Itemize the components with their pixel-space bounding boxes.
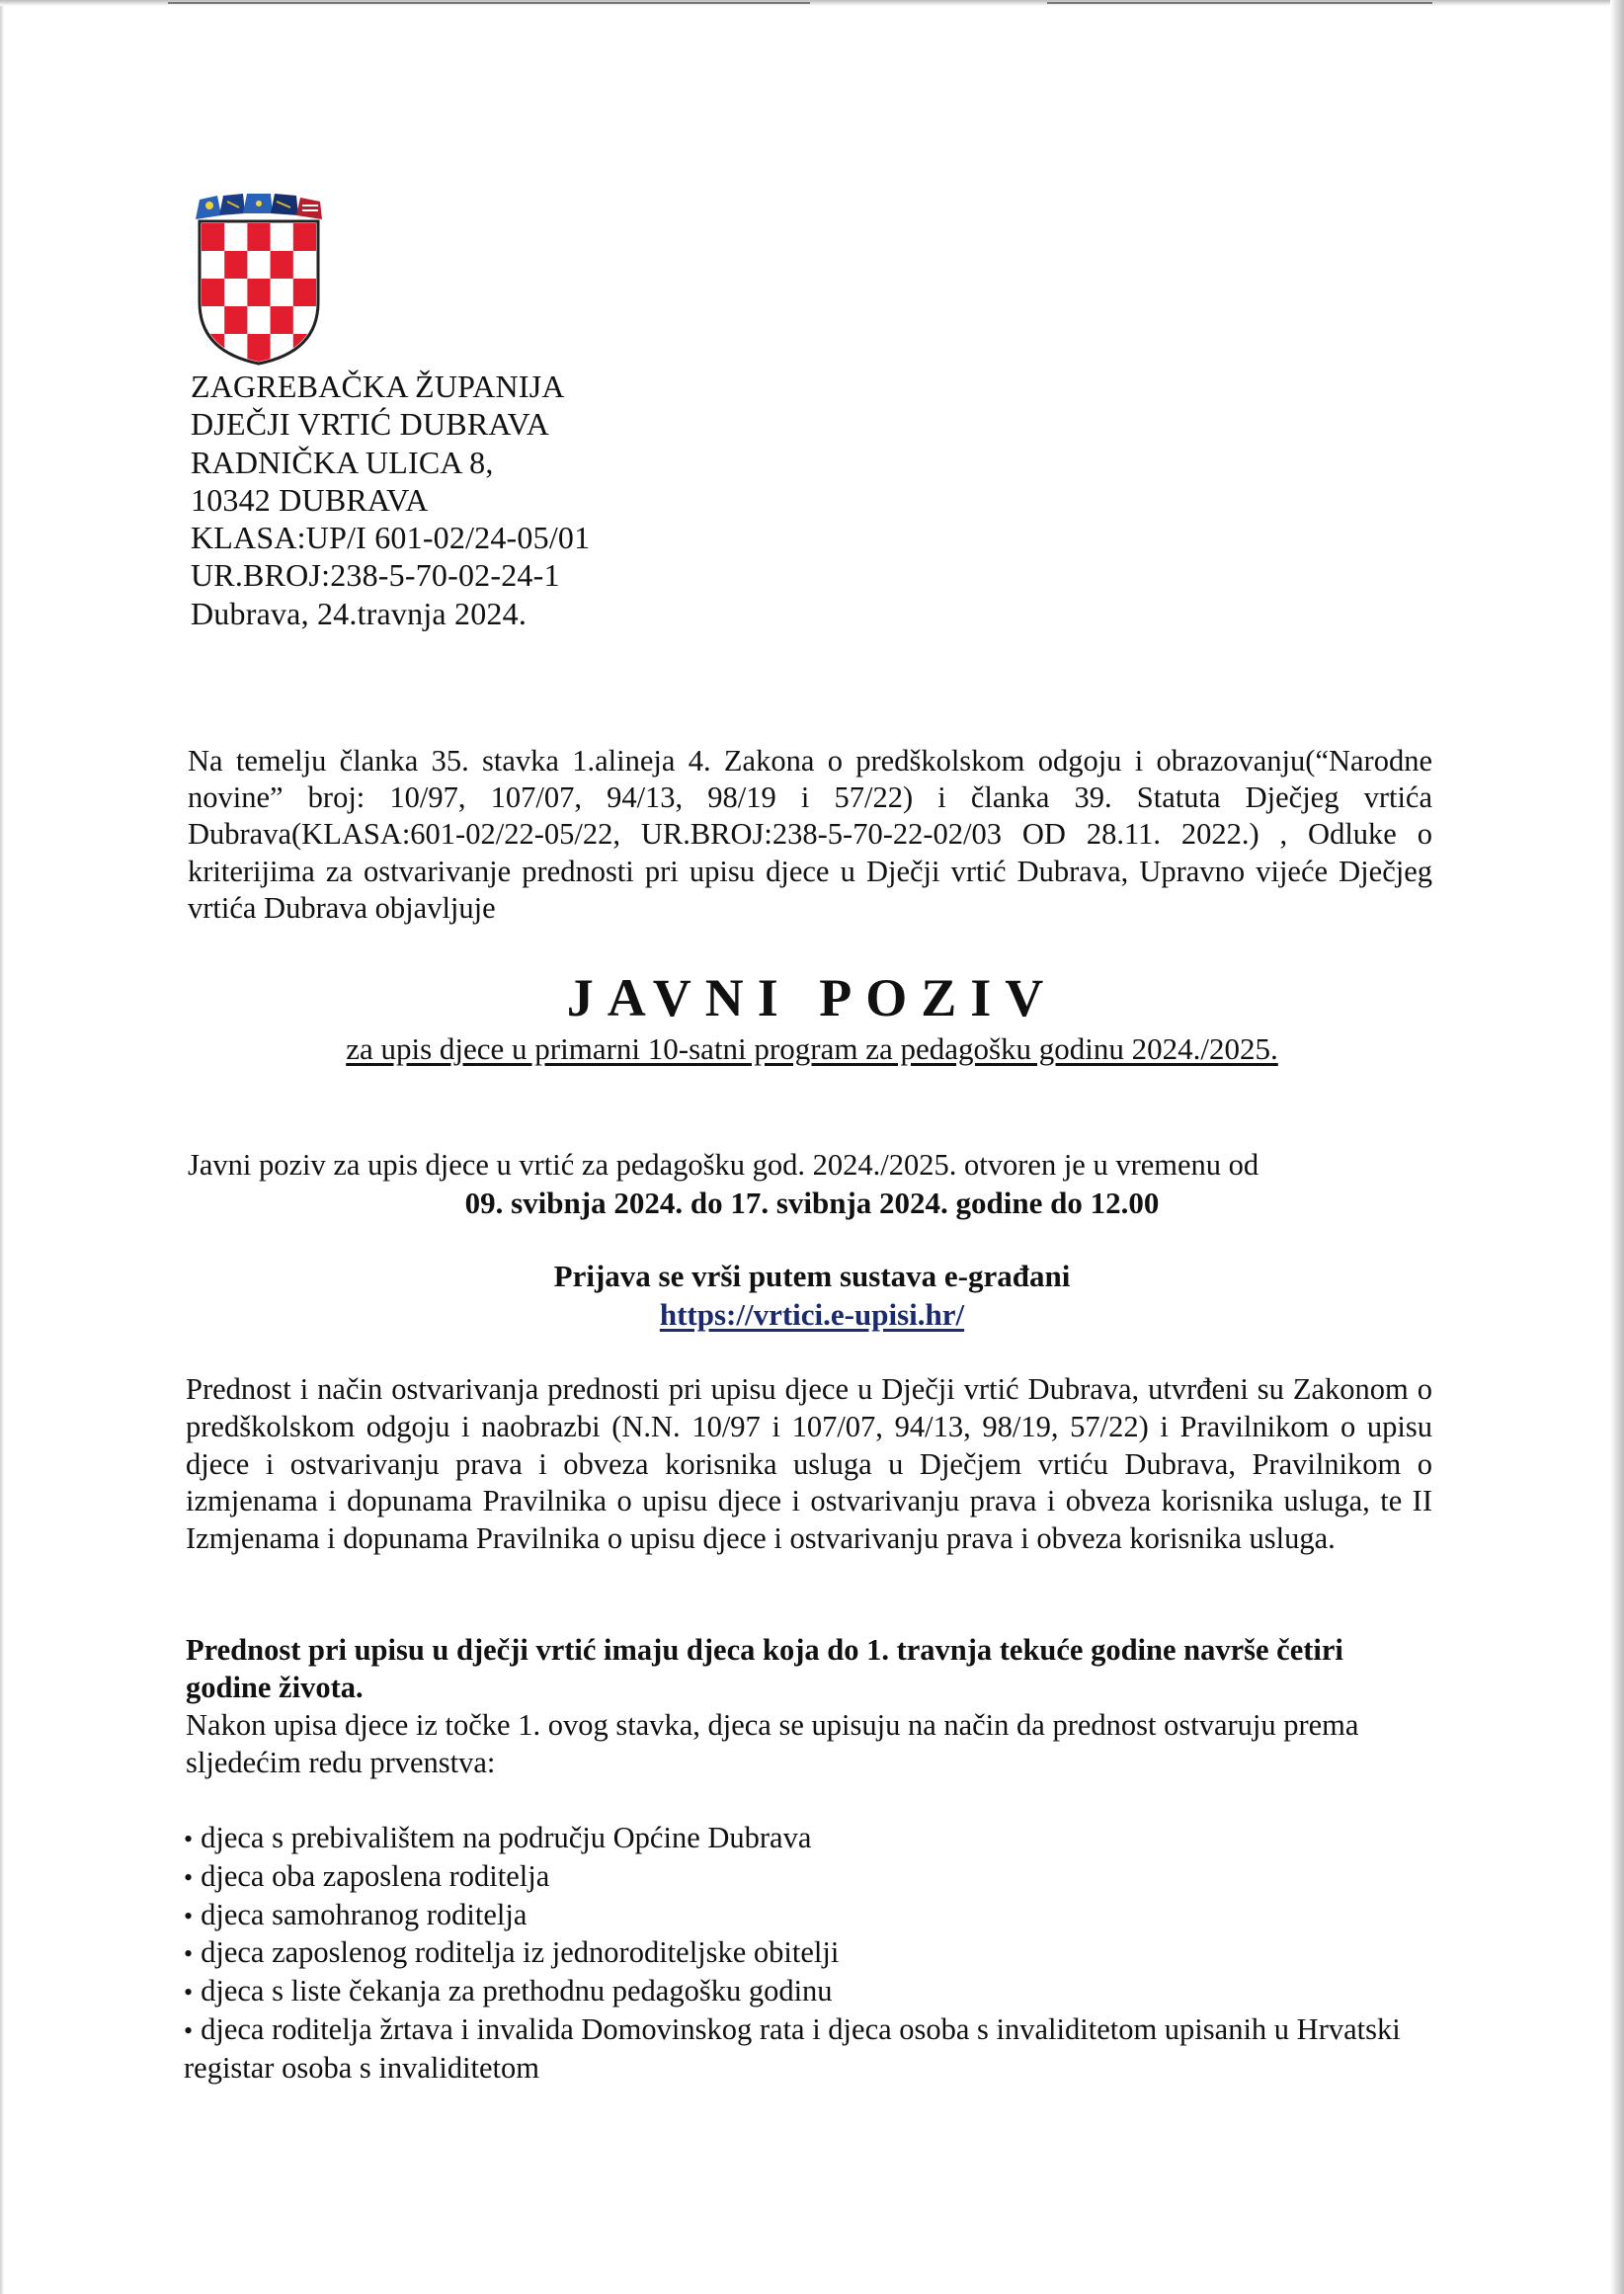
page-title: JAVNI POZIV [566, 968, 1058, 1027]
list-item-text: djeca oba zaposlena roditelja [201, 1858, 550, 1893]
subtitle-text: za upis djece u primarni 10-satni program za pedagošku godinu 2024./2025. [346, 1031, 1278, 1066]
scan-edge-left [0, 0, 4, 2294]
list-item-text: djeca s liste čekanja za prethodnu pedagošku godinu [201, 1974, 833, 2008]
priority-text: Nakon upisa djece iz točke 1. ovog stavka, djeca se upisuju na način da prednost ostvaruju prema sljedećim redu prvenstva: [186, 1708, 1359, 1779]
bullet-icon: • [184, 2015, 194, 2045]
apply-link[interactable]: https://vrtici.e-upisi.hr/ [659, 1297, 965, 1332]
bullet-icon: • [184, 1978, 194, 2007]
scan-edge-right [1610, 0, 1624, 2294]
legal-basis-paragraph: Prednost i način ostvarivanja prednosti pri upisu djece u Dječji vrtić Dubrava, utvrđeni su Zakonom o predškolskom odgoju i naobrazbi (N.N. 10/97 i 107/07, 94/13, 98/19, 57/22) i Pravilnikom o upisu djece i ostvarivanju prava i obveza korisnika usluga u Dječjem vrtiću Dubrava, Pravilnikom o izmjenama i dopunama Pravilnika o upisu djece i ostvarivanju prava i obveza korisnika usluga, te II Izmjenama i dopunama Pravilnika o upisu djece i ostvarivanju prava i obveza korisnika usluga. [186, 1372, 1432, 1556]
list-item-text: djeca s prebivalištem na području Općine Dubrava [201, 1821, 812, 1854]
coat-of-arms-icon [192, 194, 326, 366]
header-date: Dubrava, 24.travnja 2024. [191, 595, 528, 631]
list-item [184, 2011, 1432, 2088]
list-item [184, 1973, 1432, 2011]
priority-heading: Prednost pri upisu u dječji vrtić imaju djeca koja do 1. travnja tekuće godine navrše četiri godine života. [186, 1633, 1343, 1704]
period-dates: 09. svibnja 2024. do 17. svibnja 2024. godine do 12.00 [464, 1186, 1160, 1220]
bullet-icon: • [184, 1939, 194, 1969]
list-item-text: djeca roditelja žrtava i invalida Domovinskog rata i djeca osoba s invaliditetom upisanih u Hrvatski registar osoba s invaliditetom [184, 2011, 1401, 2085]
header-county: ZAGREBAČKA ŽUPANIJA [191, 369, 565, 404]
crown-icon [196, 194, 322, 219]
period-text: Javni poziv za upis djece u vrtić za pedagošku god. 2024./2025. otvoren je u vremenu od [188, 1148, 1259, 1182]
apply-link-row [0, 1296, 1624, 1334]
header-institution: DJEČJI VRTIĆ DUBRAVA [191, 406, 550, 443]
header-street: RADNIČKA ULICA 8, [191, 444, 494, 480]
header-postal: 10342 DUBRAVA [191, 481, 429, 518]
list-item [184, 1934, 1432, 1973]
list-item-text: djeca zaposlenog roditelja iz jednoroditeljske obitelji [201, 1935, 840, 1970]
scan-edge-line [168, 2, 810, 4]
list-item [184, 1858, 1432, 1897]
sender-header [191, 368, 590, 632]
page-subtitle [0, 1029, 1624, 1069]
header-urbroj: UR.BROJ:238-5-70-02-24-1 [191, 557, 560, 594]
scan-edge-line [1047, 2, 1432, 4]
header-klasa: KLASA:UP/I 601-02/24-05/01 [191, 520, 591, 556]
list-item [184, 1897, 1432, 1935]
bullet-icon: • [184, 1901, 194, 1930]
list-item [184, 1820, 1432, 1858]
intro-paragraph: Na temelju članka 35. stavka 1.alineja 4. Zakona o predškolskom odgoju i obrazovanju(“Narodne novine” broj: 10/97, 107/07, 94/13, 98/19 i 57/22) i članka 39. Statuta Dječjeg vrtića Dubrava(KLASA:601-02/22-05/22, UR.BROJ:238-5-70-22-02/03 OD 28.11. 2022.) , Odluke o kriterijima za ostvarivanje prednosti pri upisu djece u Dječji vrtić Dubrava, Upravno vijeće Dječjeg vrtića Dubrava objavljuje [188, 744, 1432, 925]
list-item-text: djeca samohranog roditelja [201, 1897, 528, 1931]
criteria-list [184, 1820, 1432, 2088]
bullet-icon: • [184, 1825, 194, 1853]
apply-label: Prijava se vrši putem sustava e-građani [553, 1259, 1071, 1293]
bullet-icon: • [184, 1862, 194, 1892]
